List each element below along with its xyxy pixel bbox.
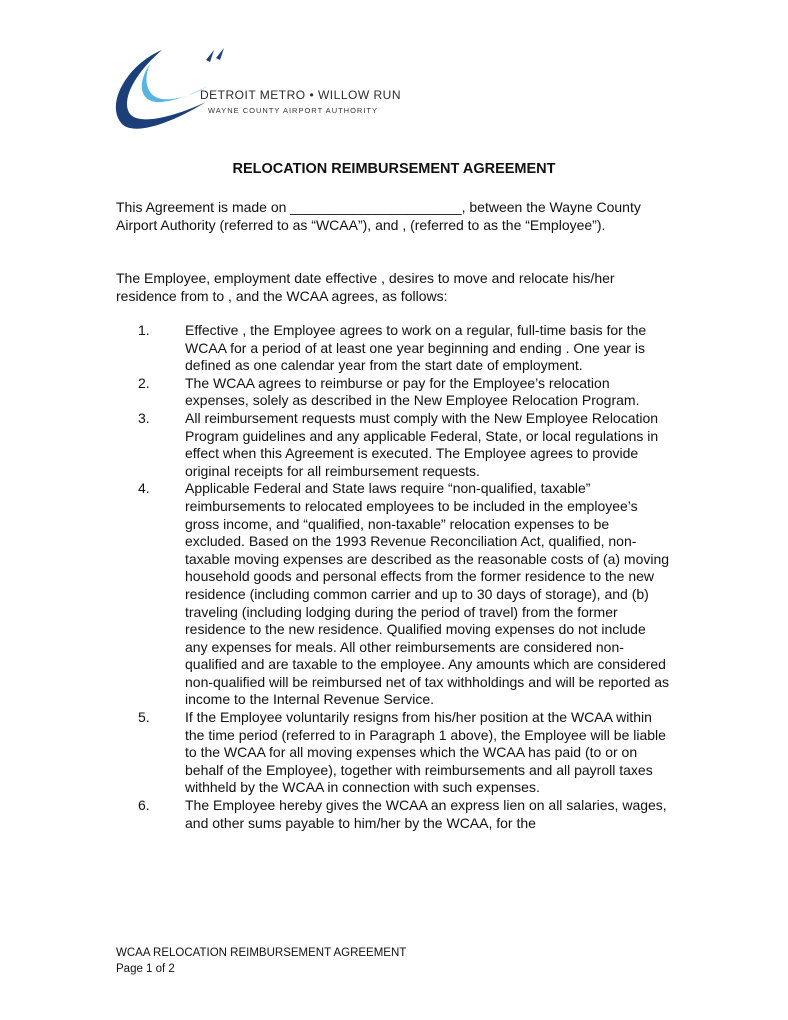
- list-item-number: 3.: [138, 409, 150, 426]
- list-item: [116, 410, 686, 480]
- footer-page-number: Page 1 of 2: [116, 963, 175, 975]
- wcaa-logo: [110, 42, 410, 134]
- list-item-number: 2.: [138, 374, 150, 391]
- list-item-text: If the Employee voluntarily resigns from his/her position at the WCAA within the time period (referred to in Paragraph 1 above), the Employee will be liable to the WCAA for all moving expenses which the WCAA has paid (to or on behalf of the Employee), together with reimbursements and all payroll taxes withheld by the WCAA in connection with such expenses.: [185, 709, 666, 796]
- logo-org-name: DETROIT METRO • WILLOW RUN: [200, 88, 401, 102]
- list-item-number: 1.: [138, 322, 150, 338]
- list-item-number: 6.: [138, 797, 150, 814]
- list-item-number: 4.: [138, 480, 150, 497]
- footer-document-name: WCAA RELOCATION REIMBURSEMENT AGREEMENT: [116, 947, 407, 959]
- terms-paragraph: The Employee, employment date effective , desires to move and relocate his/her residence from to , and the WCAA agrees, as follows:: [116, 270, 615, 304]
- list-item: [116, 480, 686, 709]
- list-item-text: All reimbursement requests must comply with the New Employee Relocation Program guidelines and any applicable Federal, State, or local regulations in effect when this Agreement is executed. The Employee agrees to provide original receipts for all reimbursement requests.: [185, 409, 659, 479]
- agreement-terms-list: [116, 322, 686, 832]
- document-title: RELOCATION REIMBURSEMENT AGREEMENT: [232, 161, 556, 177]
- list-item-text: The WCAA agrees to reimburse or pay for the Employee’s relocation expenses, solely as described in the New Employee Relocation Program.: [185, 374, 640, 409]
- list-item: [116, 709, 686, 797]
- list-item-text: Effective , the Employee agrees to work on a regular, full-time basis for the WCAA for a period of at least one year beginning and ending . One year is defined as one calendar year from the start date of employment.: [185, 322, 647, 374]
- logo-org-subtitle: WAYNE COUNTY AIRPORT AUTHORITY: [208, 106, 379, 115]
- list-item-number: 5.: [138, 709, 150, 726]
- list-item: [116, 322, 686, 375]
- list-item: [116, 375, 686, 410]
- intro-paragraph: This Agreement is made on ______________________, between the Wayne County Airport Authority (referred to as “WCAA”), and , (referred to as the “Employee”).: [116, 199, 641, 233]
- page-footer: [116, 945, 406, 977]
- list-item-text: The Employee hereby gives the WCAA an express lien on all salaries, wages, and other sums payable to him/her by the WCAA, for the: [185, 797, 667, 831]
- list-item-text: Applicable Federal and State laws require “non-qualified, taxable” reimbursements to relocated employees to be included in the employee’s gross income, and “qualified, non-taxable” relocation expenses to be excluded. Based on the 1993 Revenue Reconciliation Act, qualified, non-taxable moving expenses are described as the reasonable costs of (a) moving household goods and personal effects from the former residence to the new residence (including common carrier and up to 30 days of storage), and (b) traveling (including lodging during the period of travel) from the former residence to the new residence. Qualified moving expenses do not include any expenses for meals. All other reimbursements are considered non-qualified and are taxable to the employee. Any amounts which are considered non-qualified will be reimbursed net of tax withholdings and will be reported as income to the Internal Revenue Service.: [185, 480, 670, 708]
- list-item: [116, 797, 686, 832]
